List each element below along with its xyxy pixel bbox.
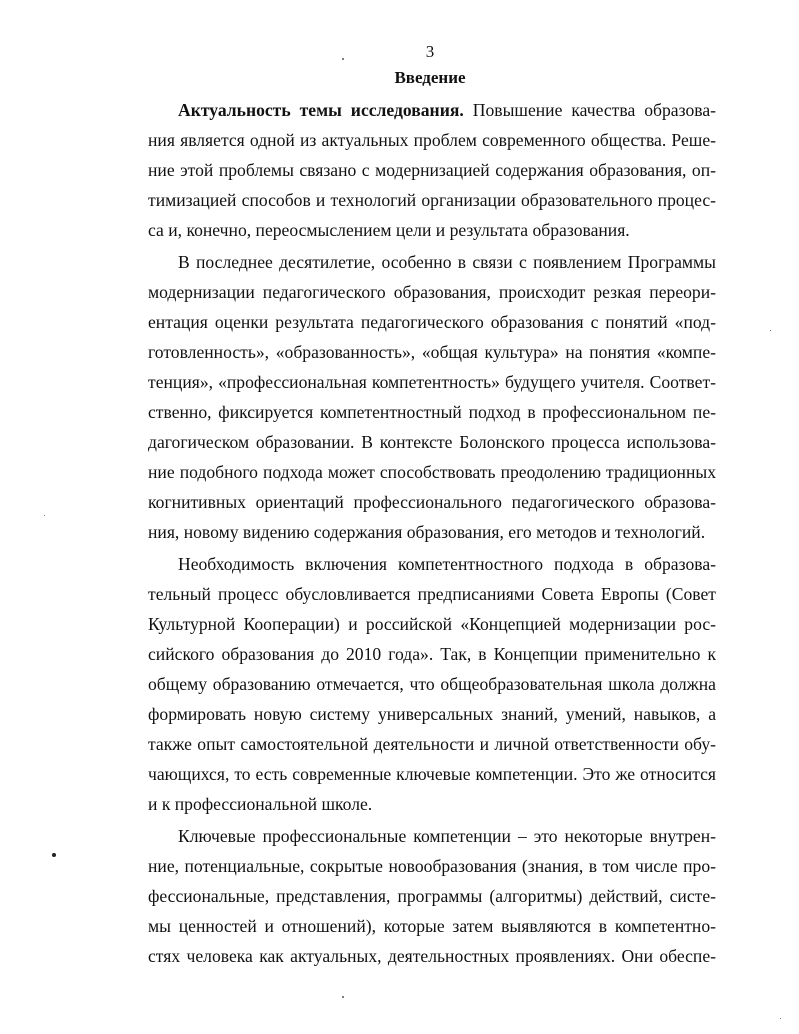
paragraph-2-line-6: ственно, фиксируется компетентностный подход в профессиональном пе- — [148, 402, 716, 422]
paragraph-3-line-5: общему образованию отмечается, что общеобразовательная школа должна — [148, 674, 716, 694]
paragraph-3-line-3: Культурной Кооперации) и российской «Концепцией модернизации рос- — [148, 614, 716, 634]
paragraph-3-line-8: чающихся, то есть современные ключевые компетенции. Это же относится — [148, 764, 716, 784]
paragraph-4-line-2: ние, потенциальные, сокрытые новообразования (знания, в том числе про- — [148, 856, 716, 876]
paragraph-4-line-1: Ключевые профессиональные компетенции – это некоторые внутрен- — [178, 826, 716, 846]
paragraph-1-line-2: ния является одной из актуальных проблем современного общества. Реше- — [148, 130, 716, 150]
paragraph-4-line-4: мы ценностей и отношений), которые затем выявляются в компетентно- — [148, 916, 716, 936]
paragraph-1-line-1: Актуальность темы исследования. Повышение качества образова- — [178, 100, 716, 120]
paragraph-2-line-7: дагогическом образовании. В контексте Болонского процесса использова- — [148, 432, 716, 452]
paragraph-3-line-4: сийского образования до 2010 года». Так, в Концепции применительно к — [148, 644, 716, 664]
scan-speck — [342, 996, 344, 998]
paragraph-4-line-5: стях человека как актуальных, деятельностных проявлениях. Они обеспе- — [148, 946, 716, 966]
paragraph-2-line-3: ентация оценки результата педагогического образования с понятий «под- — [148, 312, 716, 332]
section-heading: Введение — [394, 68, 466, 87]
paragraph-4-line-3: фессиональные, представления, программы (алгоритмы) действий, систе- — [148, 886, 716, 906]
paragraph-2-line-10: ния, новому видению содержания образования, его методов и технологий. — [148, 522, 706, 542]
paragraph-2-line-2: модернизации педагогического образования, происходит резкая переори- — [148, 282, 716, 302]
paragraph-1-line-3: ние этой проблемы связано с модернизацией содержания образования, оп- — [148, 160, 716, 180]
relevance-lead: Актуальность темы исследования. — [178, 100, 464, 120]
scan-speck — [52, 853, 56, 857]
paragraph-2-line-1: В последнее десятилетие, особенно в связи с появлением Программы — [178, 252, 716, 272]
scan-speck — [770, 330, 771, 331]
scan-speck — [342, 58, 344, 60]
paragraph-3-line-2: тельный процесс обусловливается предписаниями Совета Европы (Совет — [148, 584, 716, 604]
paragraph-3-line-6: формировать новую систему универсальных знаний, умений, навыков, а — [148, 704, 716, 724]
scan-speck — [780, 1018, 781, 1019]
scan-speck — [44, 515, 45, 516]
paragraph-1-line-4: тимизацией способов и технологий организации образовательного процес- — [148, 190, 716, 210]
paragraph-3-line-1: Необходимость включения компетентностного подхода в образова- — [178, 554, 716, 574]
paragraph-2-line-9: когнитивных ориентаций профессионального педагогического образова- — [148, 492, 716, 512]
page-number: 3 — [425, 42, 435, 61]
paragraph-1-line-5: са и, конечно, переосмыслением цели и результата образования. — [148, 220, 630, 240]
paragraph-3-line-7: также опыт самостоятельной деятельности и личной ответственности обу- — [148, 734, 716, 754]
paragraph-2-line-8: ние подобного подхода может способствовать преодолению традиционных — [148, 462, 716, 482]
paragraph-3-line-9: и к профессиональной школе. — [148, 794, 373, 814]
paragraph-2-line-5: тенция», «профессиональная компетентность» будущего учителя. Соответ- — [148, 372, 716, 392]
paragraph-2-line-4: готовленность», «образованность», «общая культура» на понятия «компе- — [148, 342, 716, 362]
